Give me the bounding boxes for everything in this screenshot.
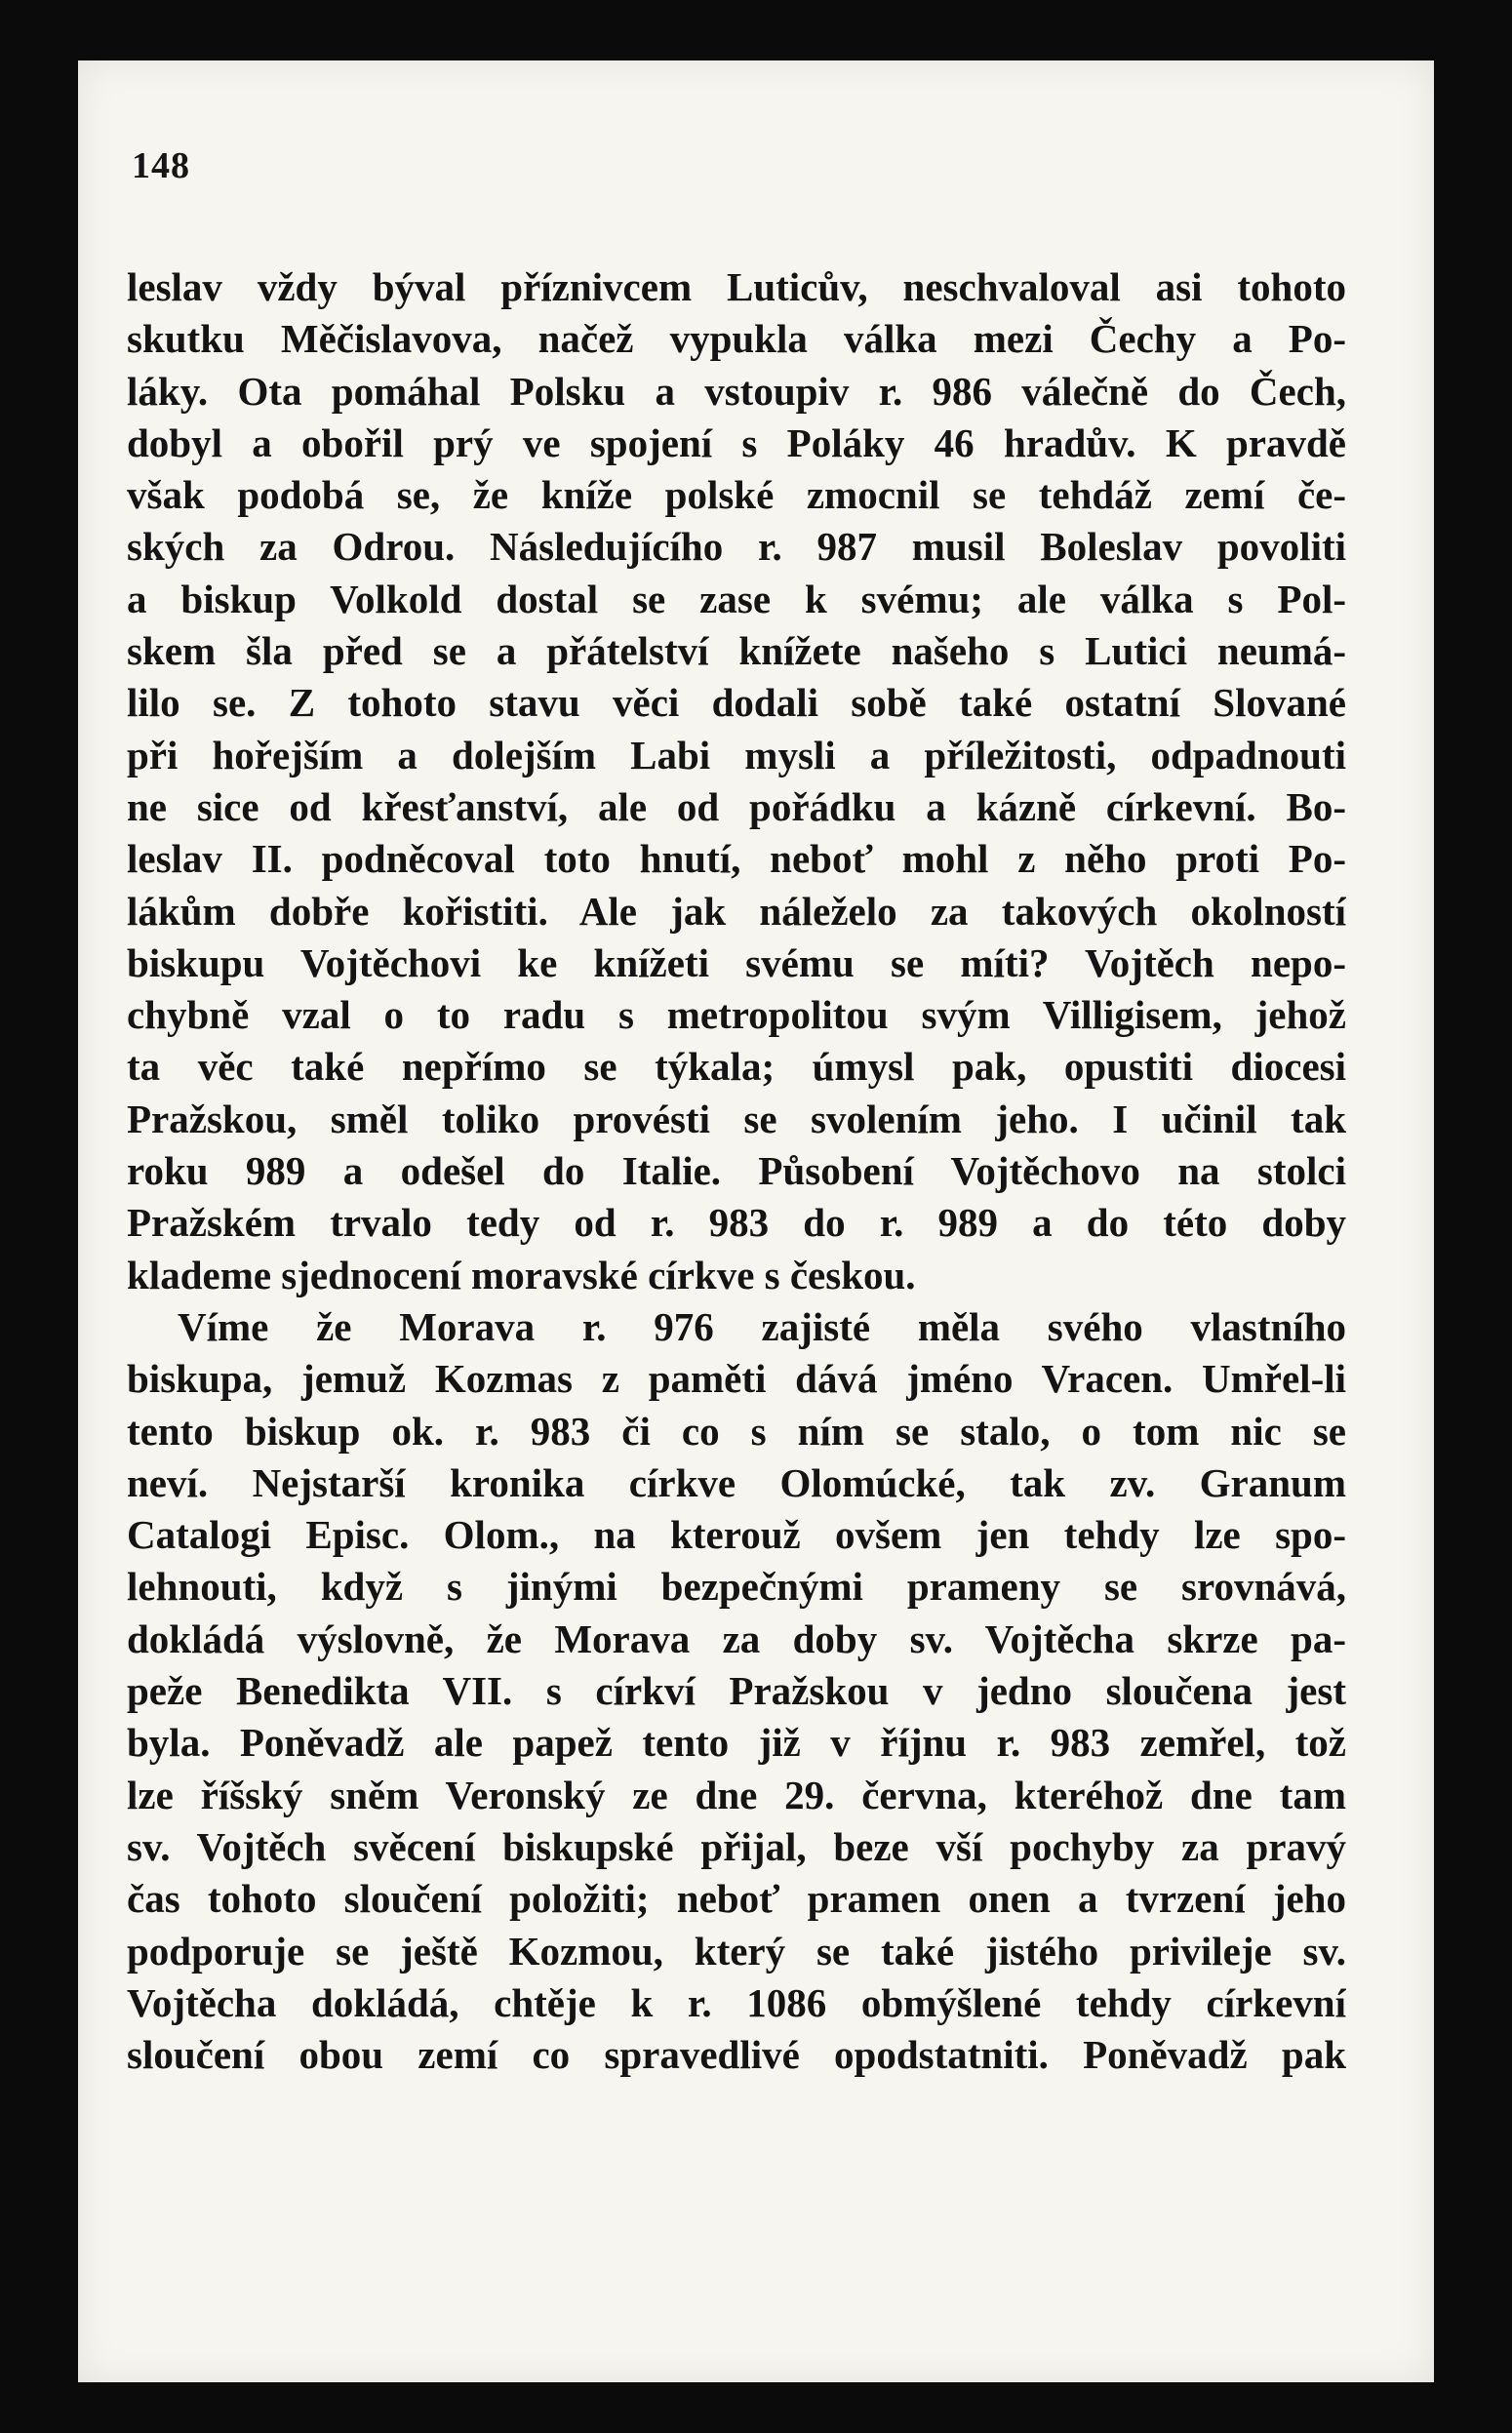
text-line: při hořejším a dolejším Labi mysli a příležitosti, odpadnouti	[127, 732, 1346, 778]
text-line: lehnouti, když s jinými bezpečnými prameny se srovnává,	[127, 1564, 1346, 1610]
body-text	[127, 261, 1346, 2081]
text-line: skutku Měčislavova, načež vypukla válka mezi Čechy a Po-	[127, 316, 1346, 362]
text-line: Catalogi Episc. Olom., na kterouž ovšem jen tehdy lze spo-	[127, 1512, 1346, 1558]
text-line: lilo se. Z tohoto stavu věci dodali sobě také ostatní Slované	[127, 680, 1346, 726]
text-line: Pražském trvalo tedy od r. 983 do r. 989 a do této doby	[127, 1200, 1346, 1246]
text-line: dokládá výslovně, že Morava za doby sv. Vojtěcha skrze pa-	[127, 1615, 1346, 1661]
text-line: Pražskou, směl toliko provésti se svolením jeho. I učinil tak	[127, 1096, 1346, 1141]
text-line: peže Benedikta VII. s církví Pražskou v jedno sloučena jest	[127, 1668, 1346, 1714]
text-line: dobyl a obořil prý ve spojení s Poláky 46 hradův. K pravdě	[127, 419, 1346, 465]
text-line: biskupu Vojtěchovi ke knížeti svému se míti? Vojtěch nepo-	[127, 939, 1346, 985]
text-line: roku 989 a odešel do Italie. Působení Vojtěchovo na stolci	[127, 1148, 1346, 1194]
text-line: ta věc také nepřímo se týkala; úmysl pak, opustiti diocesi	[127, 1044, 1346, 1090]
text-line: chybně vzal o to radu s metropolitou svým Villigisem, jehož	[127, 992, 1346, 1038]
text-line: ne sice od křesťanství, ale od pořádku a kázně církevní. Bo-	[127, 783, 1346, 829]
text-line: a biskup Volkold dostal se zase k svému; ale válka s Pol-	[127, 576, 1346, 621]
text-line: podporuje se ještě Kozmou, který se také jistého privileje sv.	[127, 1928, 1346, 1974]
text-line: čas tohoto sloučení položiti; neboť pramen onen a tvrzení jeho	[127, 1876, 1346, 1922]
text-line: leslav II. podněcoval toto hnutí, neboť mohl z něho proti Po-	[127, 836, 1346, 882]
text-line: sloučení obou zemí co spravedlivé opodstatniti. Poněvadž pak	[127, 2032, 1346, 2078]
text-line: byla. Poněvadž ale papež tento již v říjnu r. 983 zemřel, tož	[127, 1720, 1346, 1766]
text-line: lákům dobře kořistiti. Ale jak náleželo za takových okolností	[127, 888, 1346, 934]
paragraph-end-line: klademe sjednocení moravské církve s českou.	[127, 1252, 916, 1297]
text-line: sv. Vojtěch svěcení biskupské přijal, beze vší pochyby za pravý	[127, 1823, 1346, 1869]
text-line: však podobá se, že kníže polské zmocnil se tehdáž zemí če-	[127, 472, 1346, 518]
text-line: Vojtěcha dokládá, chtěje k r. 1086 obmýšlené tehdy církevní	[127, 1979, 1346, 2025]
text-line: leslav vždy býval příznivcem Luticův, neschvaloval asi tohoto	[127, 264, 1346, 309]
text-line: skem šla před se a přátelství knížete našeho s Lutici neumá-	[127, 628, 1346, 674]
paragraph-start-line: Víme že Morava r. 976 zajisté měla svého vlastního	[178, 1303, 1346, 1349]
text-line: tento biskup ok. r. 983 či co s ním se stalo, o tom nic se	[127, 1408, 1346, 1454]
text-line: láky. Ota pomáhal Polsku a vstoupiv r. 986 válečně do Čech,	[127, 368, 1346, 414]
text-line: neví. Nejstarší kronika církve Olomúcké, tak zv. Granum	[127, 1459, 1346, 1505]
text-line: biskupa, jemuž Kozmas z paměti dává jméno Vracen. Umřel-li	[127, 1356, 1346, 1402]
text-line: ských za Odrou. Následujícího r. 987 musil Boleslav povoliti	[127, 524, 1346, 570]
page-number: 148	[132, 145, 190, 186]
text-line: lze říšský sněm Veronský ze dne 29. června, kteréhož dne tam	[127, 1772, 1346, 1817]
